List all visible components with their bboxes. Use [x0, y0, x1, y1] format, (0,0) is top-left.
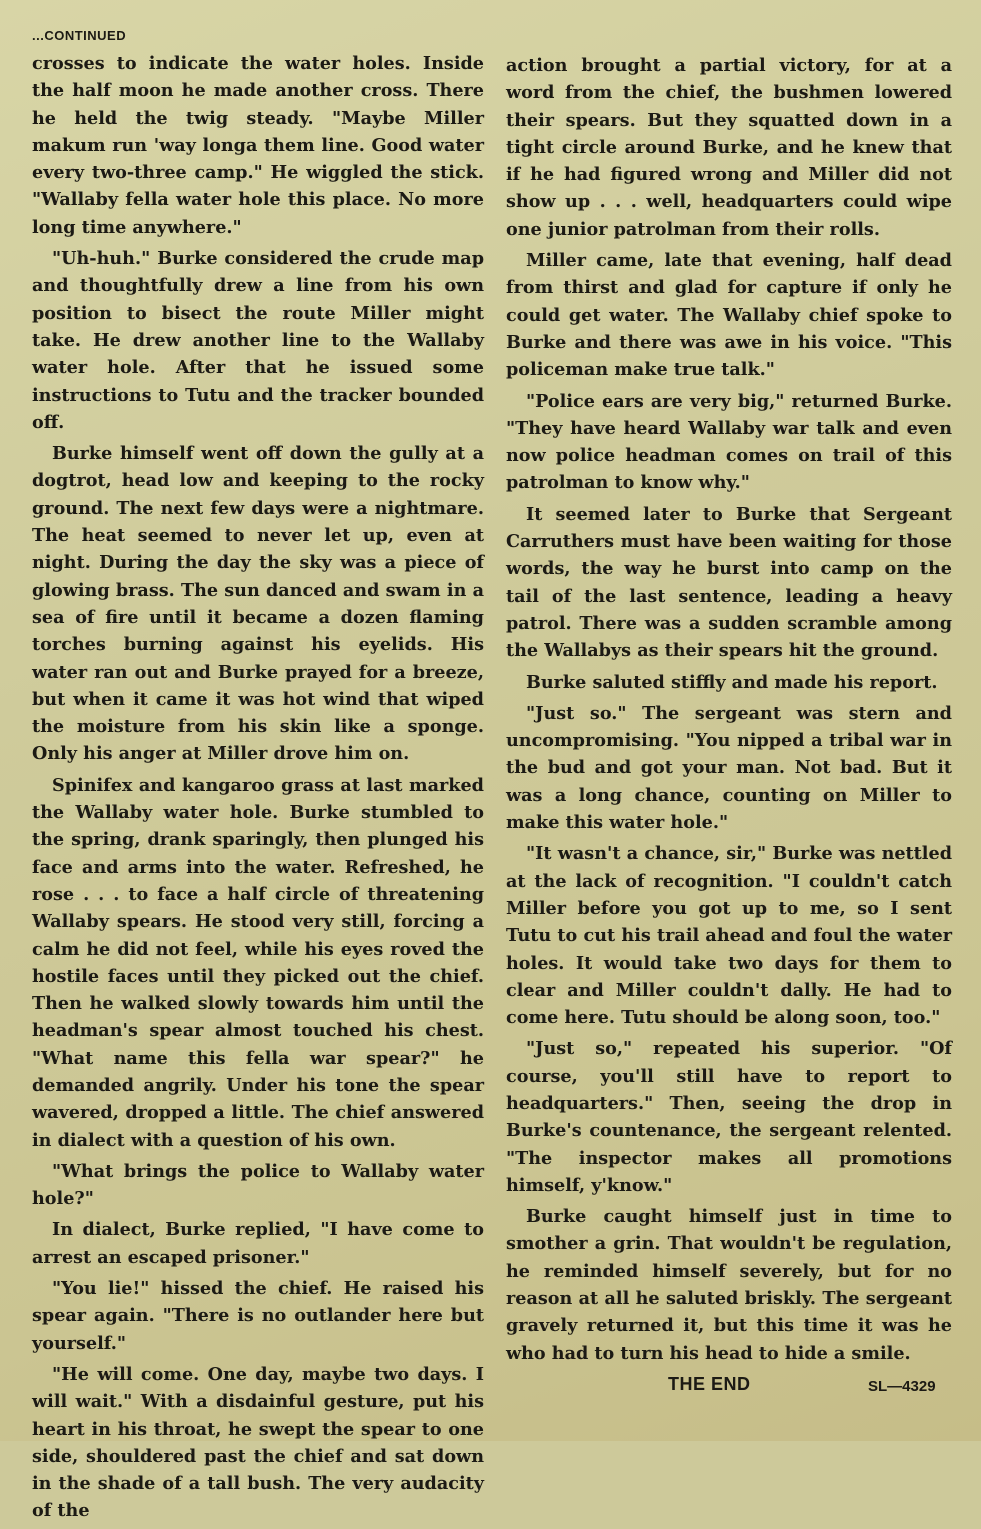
paragraph: "It wasn't a chance, sir," Burke was nettled at the lack of recognition. "I couldn't catch Miller before you got up to me, so I sent Tutu to cut his trail ahead and foul the water holes. It would take two days for them to clear and Miller couldn't dally. He had to come here. Tutu should be along soon, too."	[506, 843, 952, 1029]
the-end-label: THE END	[668, 1374, 751, 1394]
left-column	[32, 50, 484, 1529]
paragraph: It seemed later to Burke that Sergeant Carruthers must have been waiting for those words, the way he burst into camp on the tail of the last sentence, leading a heavy patrol. There was a sudden scramble among the Wallabys as their spears hit the ground.	[506, 503, 952, 662]
paragraph: In dialect, Burke replied, "I have come to arrest an escaped prisoner."	[32, 1219, 484, 1268]
paragraph: Burke himself went off down the gully at a dogtrot, head low and keeping to the rocky ground. The next few days were a nightmare. The heat seemed to never let up, even at night. During the day the sky was a piece of glowing brass. The sun danced and swam in a sea of fire until it became a dozen flaming torches burning against his eyelids. His water ran out and Burke prayed for a breeze, but when it came it was hot wind that wiped the moisture from his skin like a sponge. Only his anger at Miller drove him on.	[32, 443, 484, 765]
paragraph: Burke saluted stiffly and made his report.	[526, 671, 938, 693]
paragraph: "Uh-huh." Burke considered the crude map and thoughtfully drew a line from his own position to bisect the route Miller might take. He drew another line to the Wallaby water hole. After that he issued some instructions to Tutu and the tracker bounded off.	[32, 248, 484, 433]
paragraph: Spinifex and kangaroo grass at last marked the Wallaby water hole. Burke stumbled to the spring, drank sparingly, then plunged his face and arms into the water. Refreshed, he rose . . . to face a half circle of threatening Wallaby spears. He stood very still, forcing a calm he did not feel, while his eyes roved the hostile faces until they picked out the chief. Then he walked slowly towards him until the headman's spear almost touched his chest. "What name this fella war spear?" he demanded angrily. Under his tone the spear wavered, dropped a little. The chief answered in dialect with a question of his own.	[32, 774, 484, 1151]
paragraph: "Just so," repeated his superior. "Of course, you'll still have to report to headquarters." Then, seeing the drop in Burke's countenance, the sergeant relented. "The inspector makes all promotions himself, y'know."	[506, 1038, 952, 1196]
paragraph: "What brings the police to Wallaby water hole?"	[32, 1160, 484, 1210]
paragraph: Burke caught himself just in time to smother a grin. That wouldn't be regulation, he reminded himself severely, but for no reason at all he saluted briskly. The sergeant gravely returned it, but this time it was he who had to turn his head to hide a smile.	[506, 1206, 952, 1364]
continued-label: ...CONTINUED	[32, 28, 127, 43]
paragraph: action brought a partial victory, for at a word from the chief, the bushmen lowered their spears. But they squatted down in a tight circle around Burke, and he knew that if he had figured wrong and Miller did not show up . . . well, headquarters could wipe one junior patrolman from their rolls.	[506, 55, 952, 240]
story-code: SL—4329	[868, 1378, 936, 1395]
paragraph: "He will come. One day, maybe two days. I will wait." With a disdainful gesture, put his heart in his throat, he swept the spear to one side, shouldered past the chief and sat down in the shade of a tall bush. The very audacity of the	[32, 1363, 484, 1522]
paragraph: Miller came, late that evening, half dead from thirst and glad for capture if only he could get water. The Wallaby chief spoke to Burke and there was awe in his voice. "This policeman make true talk."	[506, 250, 952, 381]
right-column	[506, 52, 952, 1371]
paragraph: "Just so." The sergeant was stern and uncompromising. "You nipped a tribal war in the bud and got your man. Not bad. But it was a long chance, counting on Miller to make this water hole."	[506, 702, 952, 834]
paragraph: "Police ears are very big," returned Burke. "They have heard Wallaby war talk and even now police headman comes on trail of this patrolman to know why."	[506, 390, 952, 494]
paragraph: "You lie!" hissed the chief. He raised his spear again. "There is no outlander here but yourself."	[32, 1278, 484, 1354]
paragraph: crosses to indicate the water holes. Inside the half moon he made another cross. There he held the twig steady. "Maybe Miller makum run 'way longa them line. Good water every two-three camp." He wiggled the stick. "Wallaby fella water hole this place. No more long time anywhere."	[32, 53, 484, 238]
